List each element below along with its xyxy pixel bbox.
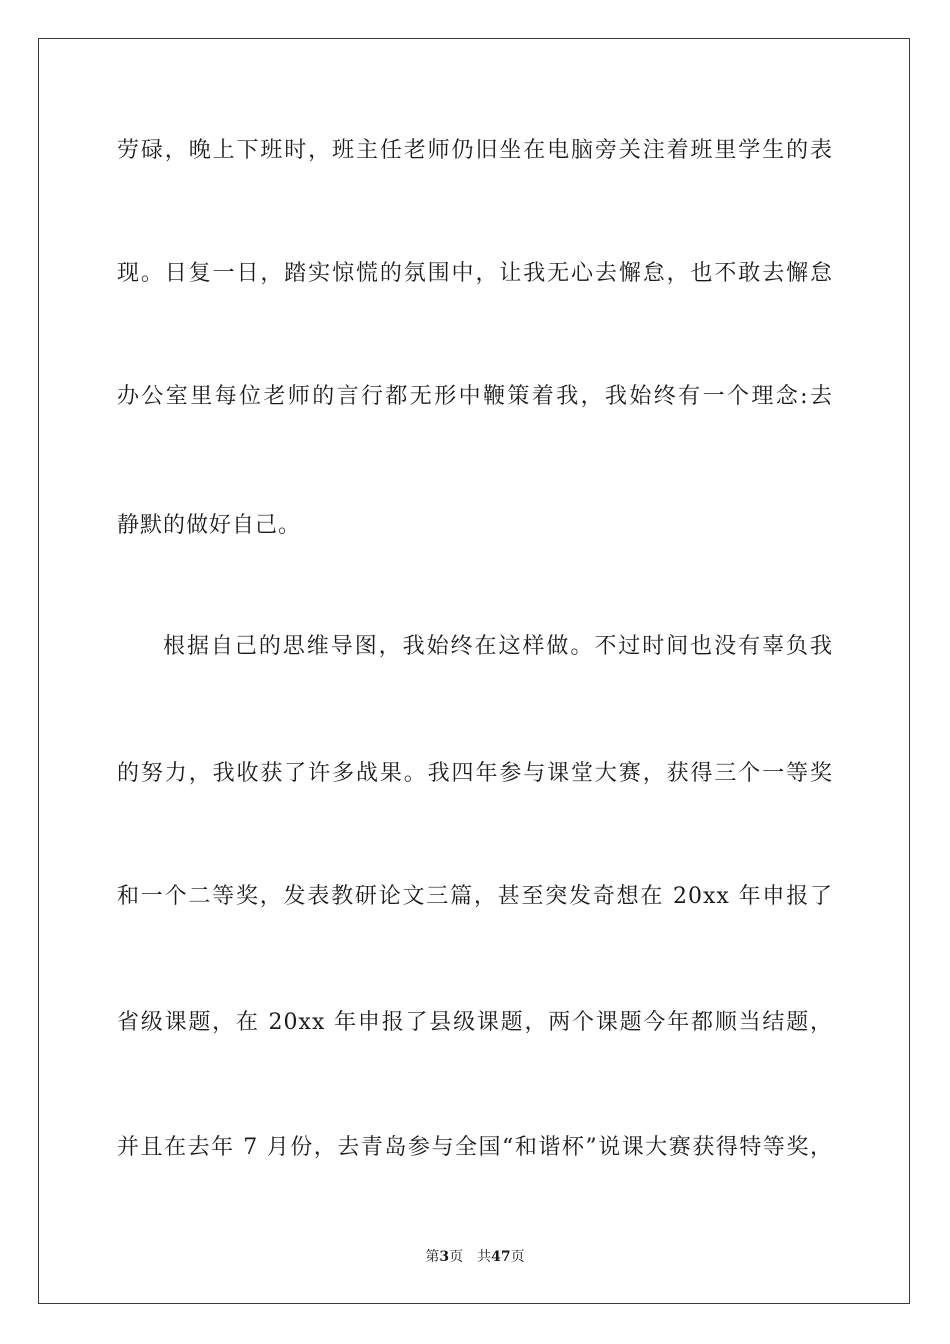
footer-page-suffix: 页 [449, 1249, 464, 1265]
footer-page-number: 3 [439, 1249, 450, 1265]
page-border [38, 38, 910, 1304]
body-line-8: 省级课题，在 20xx 年申报了县级课题，两个课题今年都顺当结题， [117, 1010, 833, 1035]
body-line-7: 和一个二等奖，发表教研论文三篇，甚至突发奇想在 20xx 年申报了 [117, 884, 833, 909]
footer-total-pages: 47 [491, 1249, 511, 1265]
body-line-1: 劳碌，晚上下班时，班主任老师仍旧坐在电脑旁关注着班里学生的表 [117, 138, 833, 163]
body-line-4: 静默的做好自己。 [117, 513, 302, 538]
body-line-6: 的努力，我收获了许多战果。我四年参与课堂大赛，获得三个一等奖 [117, 761, 833, 786]
body-line-3: 办公室里每位老师的言行都无形中鞭策着我，我始终有一个理念:去 [117, 384, 833, 409]
body-line-2: 现。日复一日，踏实惊慌的氛围中，让我无心去懈怠，也不敢去懈怠 [117, 261, 833, 286]
footer-page-prefix: 第 [425, 1249, 440, 1265]
footer-total-suffix: 页 [510, 1249, 525, 1265]
body-line-9: 并且在去年 7 月份，去青岛参与全国“和谐杯”说课大赛获得特等奖， [117, 1135, 833, 1160]
page-footer [0, 1248, 950, 1266]
footer-total-prefix: 共 [477, 1249, 492, 1265]
body-line-5: 根据自己的思维导图，我始终在这样做。不过时间也没有辜负我 [163, 634, 833, 659]
